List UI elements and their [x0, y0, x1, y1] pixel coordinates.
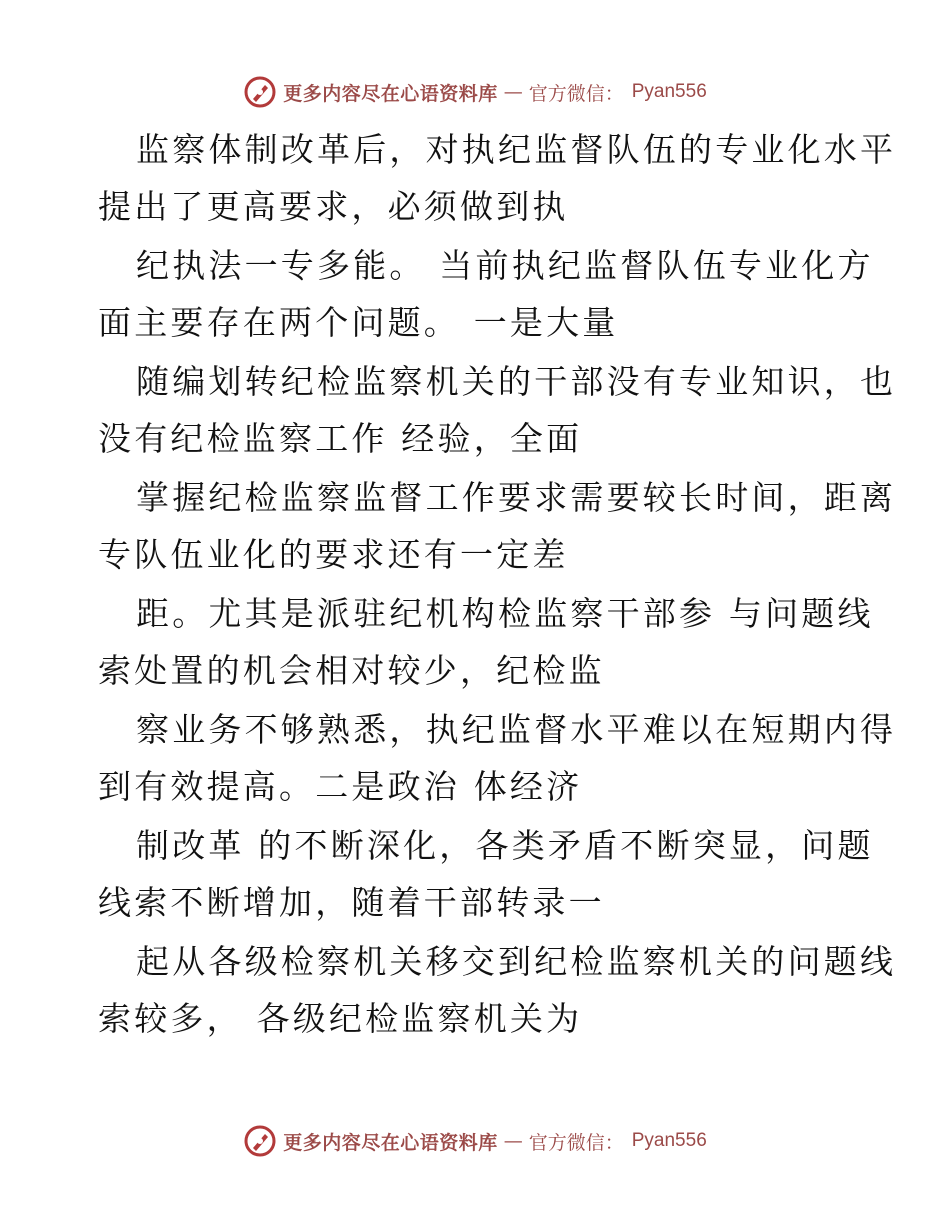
- document-body: [98, 125, 897, 1053]
- paragraph: [98, 705, 897, 821]
- text-line: 距。尤其是派驻纪机构检监察干部参 与问题线: [136, 594, 874, 633]
- brand-text: 更多内容尽在心语资料库: [283, 1131, 498, 1154]
- text-line: 随编划转纪检监察机关的干部没有专业知识，也: [136, 362, 897, 401]
- wechat-id: Pyan556: [631, 81, 707, 102]
- paragraph: [98, 357, 897, 473]
- paragraph: [98, 125, 897, 241]
- text-line: 监察体制改革后，对执纪监督队伍的专业化水平: [136, 130, 897, 169]
- paragraph: [98, 473, 897, 589]
- wechat-label: 官方微信：: [528, 82, 624, 105]
- text-line: 察业务不够熟悉，执纪监督水平难以在短期内得: [136, 710, 897, 749]
- paragraph: [98, 241, 874, 357]
- pen-logo-icon: [243, 1124, 277, 1158]
- text-line: 提出了更高要求，必须做到执: [98, 187, 569, 226]
- paragraph: [98, 589, 874, 705]
- text-line: 制改革 的不断深化，各类矛盾不断突显，问题: [136, 826, 874, 865]
- paragraph: [98, 821, 874, 937]
- text-line: 索较多， 各级纪检监察机关为: [98, 999, 583, 1038]
- text-line: 纪执法一专多能。 当前执纪监督队伍专业化方: [136, 246, 874, 285]
- text-line: 面主要存在两个问题。 一是大量: [98, 303, 619, 342]
- banner-dash: —: [503, 1130, 523, 1152]
- text-line: 到有效提高。二是政治 体经济: [98, 767, 583, 806]
- footer-banner: [0, 1121, 950, 1161]
- paragraph: [98, 937, 897, 1053]
- brand-text: 更多内容尽在心语资料库: [283, 82, 498, 105]
- text-line: 起从各级检察机关移交到纪检监察机关的问题线: [136, 942, 897, 981]
- text-line: 专队伍业化的要求还有一定差: [98, 535, 569, 574]
- wechat-label: 官方微信：: [528, 1131, 624, 1154]
- text-line: 线索不断增加，随着干部转录一: [98, 883, 605, 922]
- text-line: 没有纪检监察工作 经验，全面: [98, 419, 583, 458]
- banner-dash: —: [503, 81, 523, 103]
- pen-logo-icon: [243, 75, 277, 109]
- header-banner: [0, 72, 950, 112]
- wechat-id: Pyan556: [631, 1130, 707, 1151]
- text-line: 掌握纪检监察监督工作要求需要较长时间，距离: [136, 478, 897, 517]
- text-line: 索处置的机会相对较少，纪检监: [98, 651, 605, 690]
